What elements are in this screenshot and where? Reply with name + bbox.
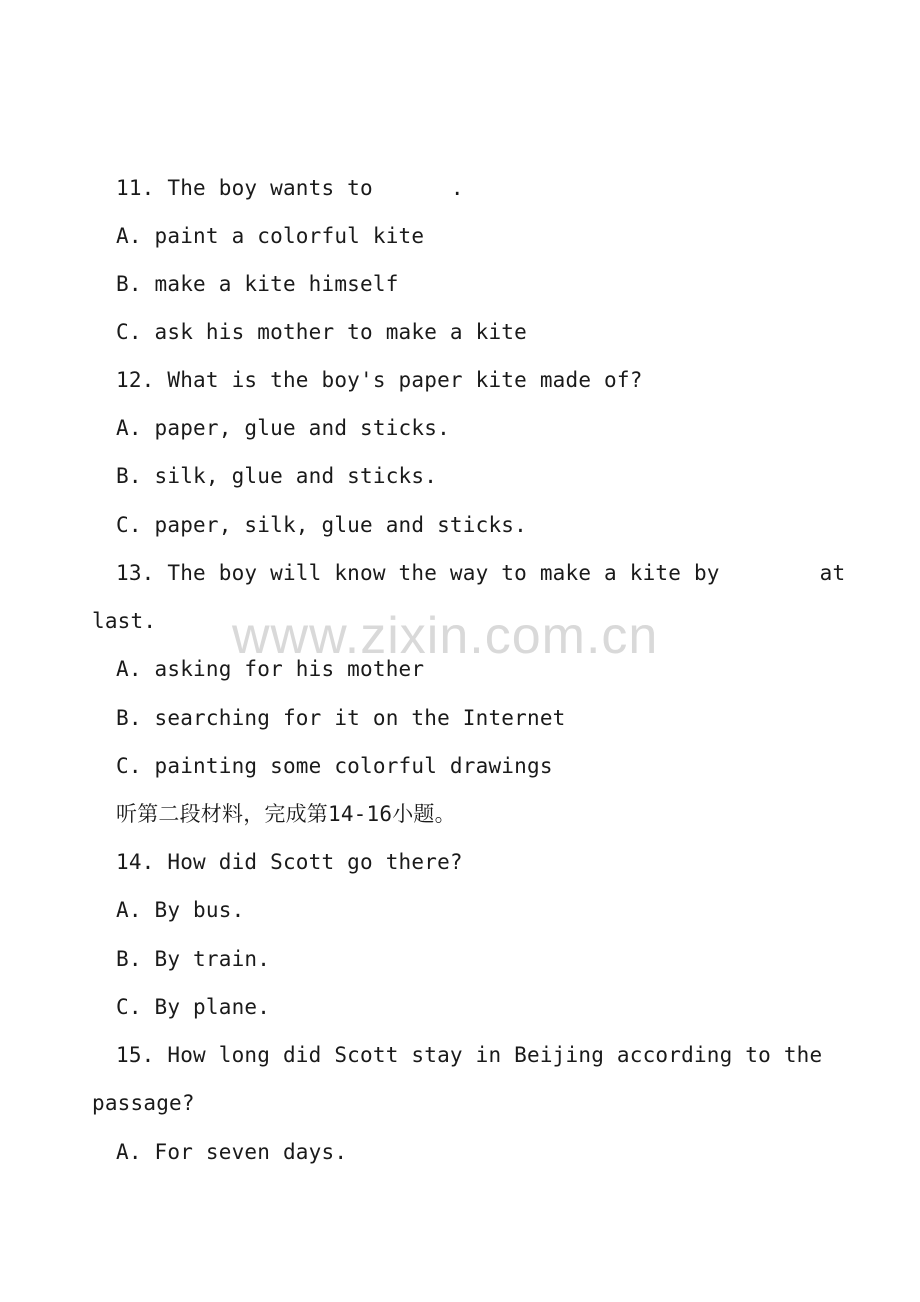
question-12-option-a: A. paper, glue and sticks.	[116, 416, 450, 440]
question-13-trailing: at	[819, 561, 846, 585]
question-12-option-b: B. silk, glue and sticks.	[116, 464, 438, 488]
question-11-option-c: C. ask his mother to make a kite	[116, 320, 527, 344]
question-15-stem-continued: passage?	[92, 1091, 195, 1115]
section-heading: 听第二段材料，完成第14-16小题。	[116, 802, 456, 826]
question-14-stem: 14. How did Scott go there?	[116, 850, 463, 874]
question-12-option-c: C. paper, silk, glue and sticks.	[116, 513, 527, 537]
question-13-option-c: C. painting some colorful drawings	[116, 754, 553, 778]
question-15-option-a: A. For seven days.	[116, 1140, 348, 1164]
question-15-stem: 15. How long did Scott stay in Beijing according to the	[116, 1043, 823, 1067]
question-11-period: .	[450, 176, 464, 200]
question-14-option-c: C. By plane.	[116, 995, 271, 1019]
question-13-text: 13. The boy will know the way to make a kite by	[116, 561, 720, 585]
question-12-stem: 12. What is the boy's paper kite made of?	[116, 368, 643, 392]
question-13-stem-continued: last.	[92, 609, 157, 633]
question-11-text: 11. The boy wants to	[116, 176, 373, 200]
question-11-option-b: B. make a kite himself	[116, 272, 399, 296]
question-11-stem	[116, 175, 464, 201]
question-14-option-b: B. By train.	[116, 947, 271, 971]
question-13-option-a: A. asking for his mother	[116, 657, 425, 681]
watermark: www.zixin.com.cn	[232, 607, 659, 665]
question-13-stem	[116, 560, 845, 586]
question-14-option-a: A. By bus.	[116, 898, 245, 922]
question-13-option-b: B. searching for it on the Internet	[116, 706, 566, 730]
question-11-option-a: A. paint a colorful kite	[116, 224, 425, 248]
